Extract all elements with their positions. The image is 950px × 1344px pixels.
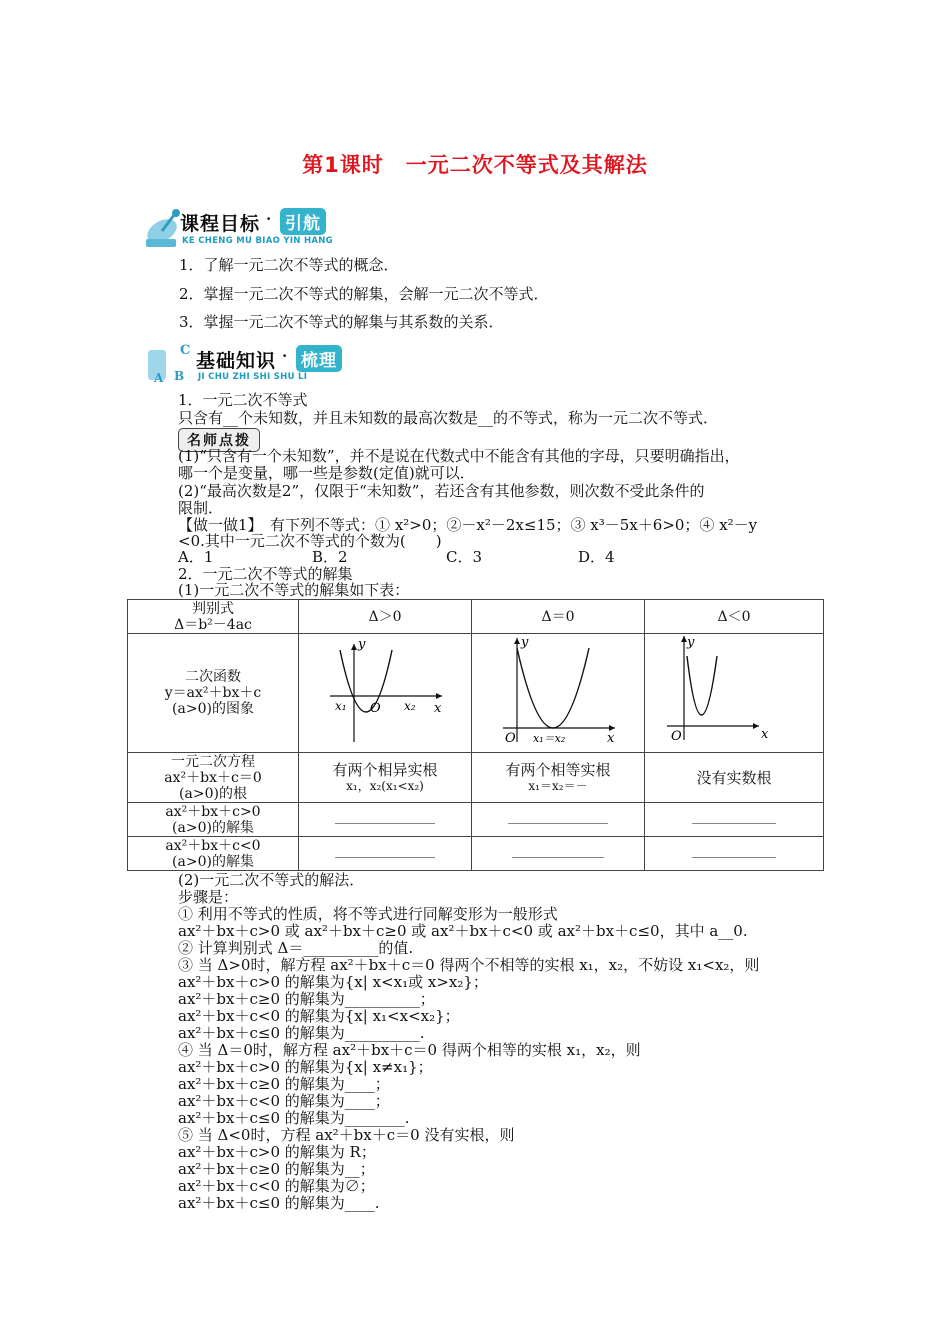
step-line: ax²＋bx＋c<0 的解集为∅；: [178, 1177, 375, 1195]
row-label: ax²＋bx＋c＝0: [164, 769, 262, 786]
page-title: 第1课时 一元二次不等式及其解法: [302, 153, 648, 177]
exercise-line: 【做一做1】 有下列不等式：① x²>0；②－x²－2x≤15；③ x³－5x＋6>0；④ x²－y: [178, 516, 758, 534]
roots-cell-zero: [472, 753, 645, 803]
y-axis-label: y: [521, 635, 529, 650]
dot-separator: ·: [282, 347, 288, 365]
banner-title: 基础知识: [196, 350, 277, 372]
header-negative: Δ＜0: [645, 600, 824, 634]
solution-table: [127, 599, 824, 871]
tip-line: (2)“最高次数是2”，仅限于“未知数”，若还含有其他参数，则次数不受此条件的: [178, 482, 705, 500]
answer-blank[interactable]: [472, 803, 645, 837]
subsection-heading: (1)一元二次不等式的解集如下表：: [178, 581, 410, 599]
header-formula: Δ＝b²－4ac: [174, 616, 252, 633]
goal-item: 3．掌握一元二次不等式的解集与其系数的关系．: [179, 313, 504, 331]
step-line: ax²＋bx＋c≤0 的解集为__________.: [178, 1024, 425, 1042]
tip-line: 哪一个是变量，哪一些是参数(定值)就可以．: [178, 464, 475, 482]
cell-text: x₁，x₂(x₁<x₂): [346, 778, 424, 793]
row-lt-label: [128, 837, 299, 871]
section-heading: 1．一元二次不等式: [178, 391, 308, 409]
step-line: ax²＋bx＋c>0 的解集为{x| x≠x₁}；: [178, 1058, 433, 1076]
subsection-heading: (2)一元二次不等式的解法．: [178, 871, 365, 889]
step-line: ax²＋bx＋c≥0 的解集为__；: [178, 1160, 375, 1178]
step-line: ③ 当 Δ>0时，解方程 ax²＋bx＋c＝0 得两个不相等的实根 x₁，x₂，不妨设 x₁<x₂，则: [178, 956, 760, 974]
step-line: ax²＋bx＋c<0 的解集为____；: [178, 1092, 390, 1110]
banner-tag: 引航: [280, 208, 326, 235]
x-axis-label: x: [434, 701, 442, 716]
step-line: ② 计算判别式 Δ＝__________的值.: [178, 939, 414, 957]
graph-cell-positive: [299, 634, 472, 753]
y-axis-label: y: [687, 635, 695, 650]
root-label-x2: x₂: [404, 699, 416, 713]
option-d: D．4: [578, 548, 615, 566]
banner-course-goals: [140, 203, 360, 253]
header-zero: Δ＝0: [472, 600, 645, 634]
header-discriminant: [128, 600, 299, 634]
row-label: 一元二次方程: [171, 753, 255, 770]
row-label: y＝ax²＋bx＋c: [164, 685, 262, 701]
parabola-graph-no-root: [649, 634, 819, 748]
svg-text:B: B: [174, 369, 185, 383]
banner-tag: 梳理: [296, 345, 342, 372]
row-gt-label: [128, 803, 299, 837]
answer-blank[interactable]: [645, 803, 824, 837]
step-line: ax²＋bx＋c≥0 的解集为____；: [178, 1075, 390, 1093]
banner-basic-knowledge: [144, 340, 374, 388]
banner-title: 课程目标: [180, 213, 261, 235]
goal-item: 2．掌握一元二次不等式的解集，会解一元二次不等式．: [179, 285, 549, 303]
row-label: (a>0)的根: [179, 785, 247, 802]
x-axis-label: x: [607, 731, 615, 746]
row-label: 二次函数: [185, 669, 241, 685]
parabola-graph-two-roots: [300, 634, 470, 748]
graph-cell-zero: [472, 634, 645, 753]
svg-text:C: C: [180, 343, 191, 358]
section-heading: 2．一元二次不等式的解集: [178, 565, 353, 583]
step-line: ax²＋bx＋c>0 或 ax²＋bx＋c≥0 或 ax²＋bx＋c<0 或 ax²＋bx＋c≤0，其中 a__0.: [178, 922, 748, 940]
row-label: ax²＋bx＋c<0: [165, 837, 261, 854]
exercise-line: <0.其中一元二次不等式的个数为( ): [178, 532, 442, 550]
y-axis-label: y: [358, 637, 366, 652]
row-label: (a>0)的解集: [172, 819, 254, 836]
step-line: ax²＋bx＋c≤0 的解集为________.: [178, 1109, 410, 1127]
tip-line: (1)“只含有一个未知数”，并不是说在代数式中不能含有其他的字母，只要明确指出，: [178, 447, 740, 465]
steps-title: 步骤是：: [178, 888, 239, 906]
root-label-x1: x₁: [335, 699, 347, 713]
header-positive: Δ＞0: [299, 600, 472, 634]
cell-text: 有两个相等实根: [505, 760, 611, 779]
abc-blocks-icon: [144, 340, 198, 386]
row-roots-label: [128, 753, 299, 803]
origin-label: O: [505, 731, 516, 746]
dot-separator: ·: [266, 210, 272, 228]
tip-line: 限制．: [178, 499, 224, 517]
roots-cell-negative: 没有实数根: [645, 753, 824, 803]
cell-text: 有两个相异实根: [332, 760, 438, 779]
step-line: ④ 当 Δ＝0时，解方程 ax²＋bx＋c＝0 得两个相等的实根 x₁，x₂，则: [178, 1041, 641, 1059]
origin-label: O: [370, 701, 381, 716]
row-label: (a>0)的解集: [172, 853, 254, 870]
step-line: ax²＋bx＋c>0 的解集为{x| x<x₁或 x>x₂}；: [178, 973, 488, 991]
row-label: ax²＋bx＋c>0: [165, 803, 261, 820]
parabola-graph-one-root: [473, 634, 643, 748]
origin-label: O: [671, 729, 682, 744]
banner-subtitle: KE CHENG MU BIAO YIN HANG: [182, 236, 333, 246]
banner-subtitle: JI CHU ZHI SHI SHU LI: [198, 372, 308, 382]
tip-badge: 名师点拨: [178, 428, 260, 452]
roots-cell-positive: [299, 753, 472, 803]
step-line: ax²＋bx＋c≤0 的解集为____.: [178, 1194, 380, 1212]
step-line: ① 利用不等式的性质，将不等式进行同解变形为一般形式: [178, 905, 558, 923]
row-label: (a>0)的图象: [172, 701, 254, 717]
step-line: ax²＋bx＋c<0 的解集为{x| x₁<x<x₂}；: [178, 1007, 460, 1025]
answer-blank[interactable]: [299, 837, 472, 871]
goal-item: 1．了解一元二次不等式的概念．: [179, 256, 399, 274]
cell-text: x₁＝x₂＝－: [528, 778, 588, 793]
svg-text:A: A: [154, 371, 164, 385]
answer-blank[interactable]: [299, 803, 472, 837]
step-line: ax²＋bx＋c>0 的解集为 R；: [178, 1143, 376, 1161]
answer-blank[interactable]: [472, 837, 645, 871]
option-a: A．1: [178, 548, 214, 566]
option-c: C．3: [446, 548, 483, 566]
row-graph-label: [128, 634, 299, 753]
root-label-equal: x₁＝x₂: [533, 732, 566, 745]
step-line: ax²＋bx＋c≥0 的解集为__________；: [178, 990, 435, 1008]
answer-blank[interactable]: [645, 837, 824, 871]
definition-text: 只含有__个未知数，并且未知数的最高次数是__的不等式，称为一元二次不等式．: [178, 409, 719, 427]
step-line: ⑤ 当 Δ<0时，方程 ax²＋bx＋c＝0 没有实根，则: [178, 1126, 515, 1144]
x-axis-label: x: [761, 727, 769, 742]
header-label: 判别式: [192, 600, 234, 617]
option-b: B．2: [312, 548, 348, 566]
graph-cell-negative: [645, 634, 824, 753]
